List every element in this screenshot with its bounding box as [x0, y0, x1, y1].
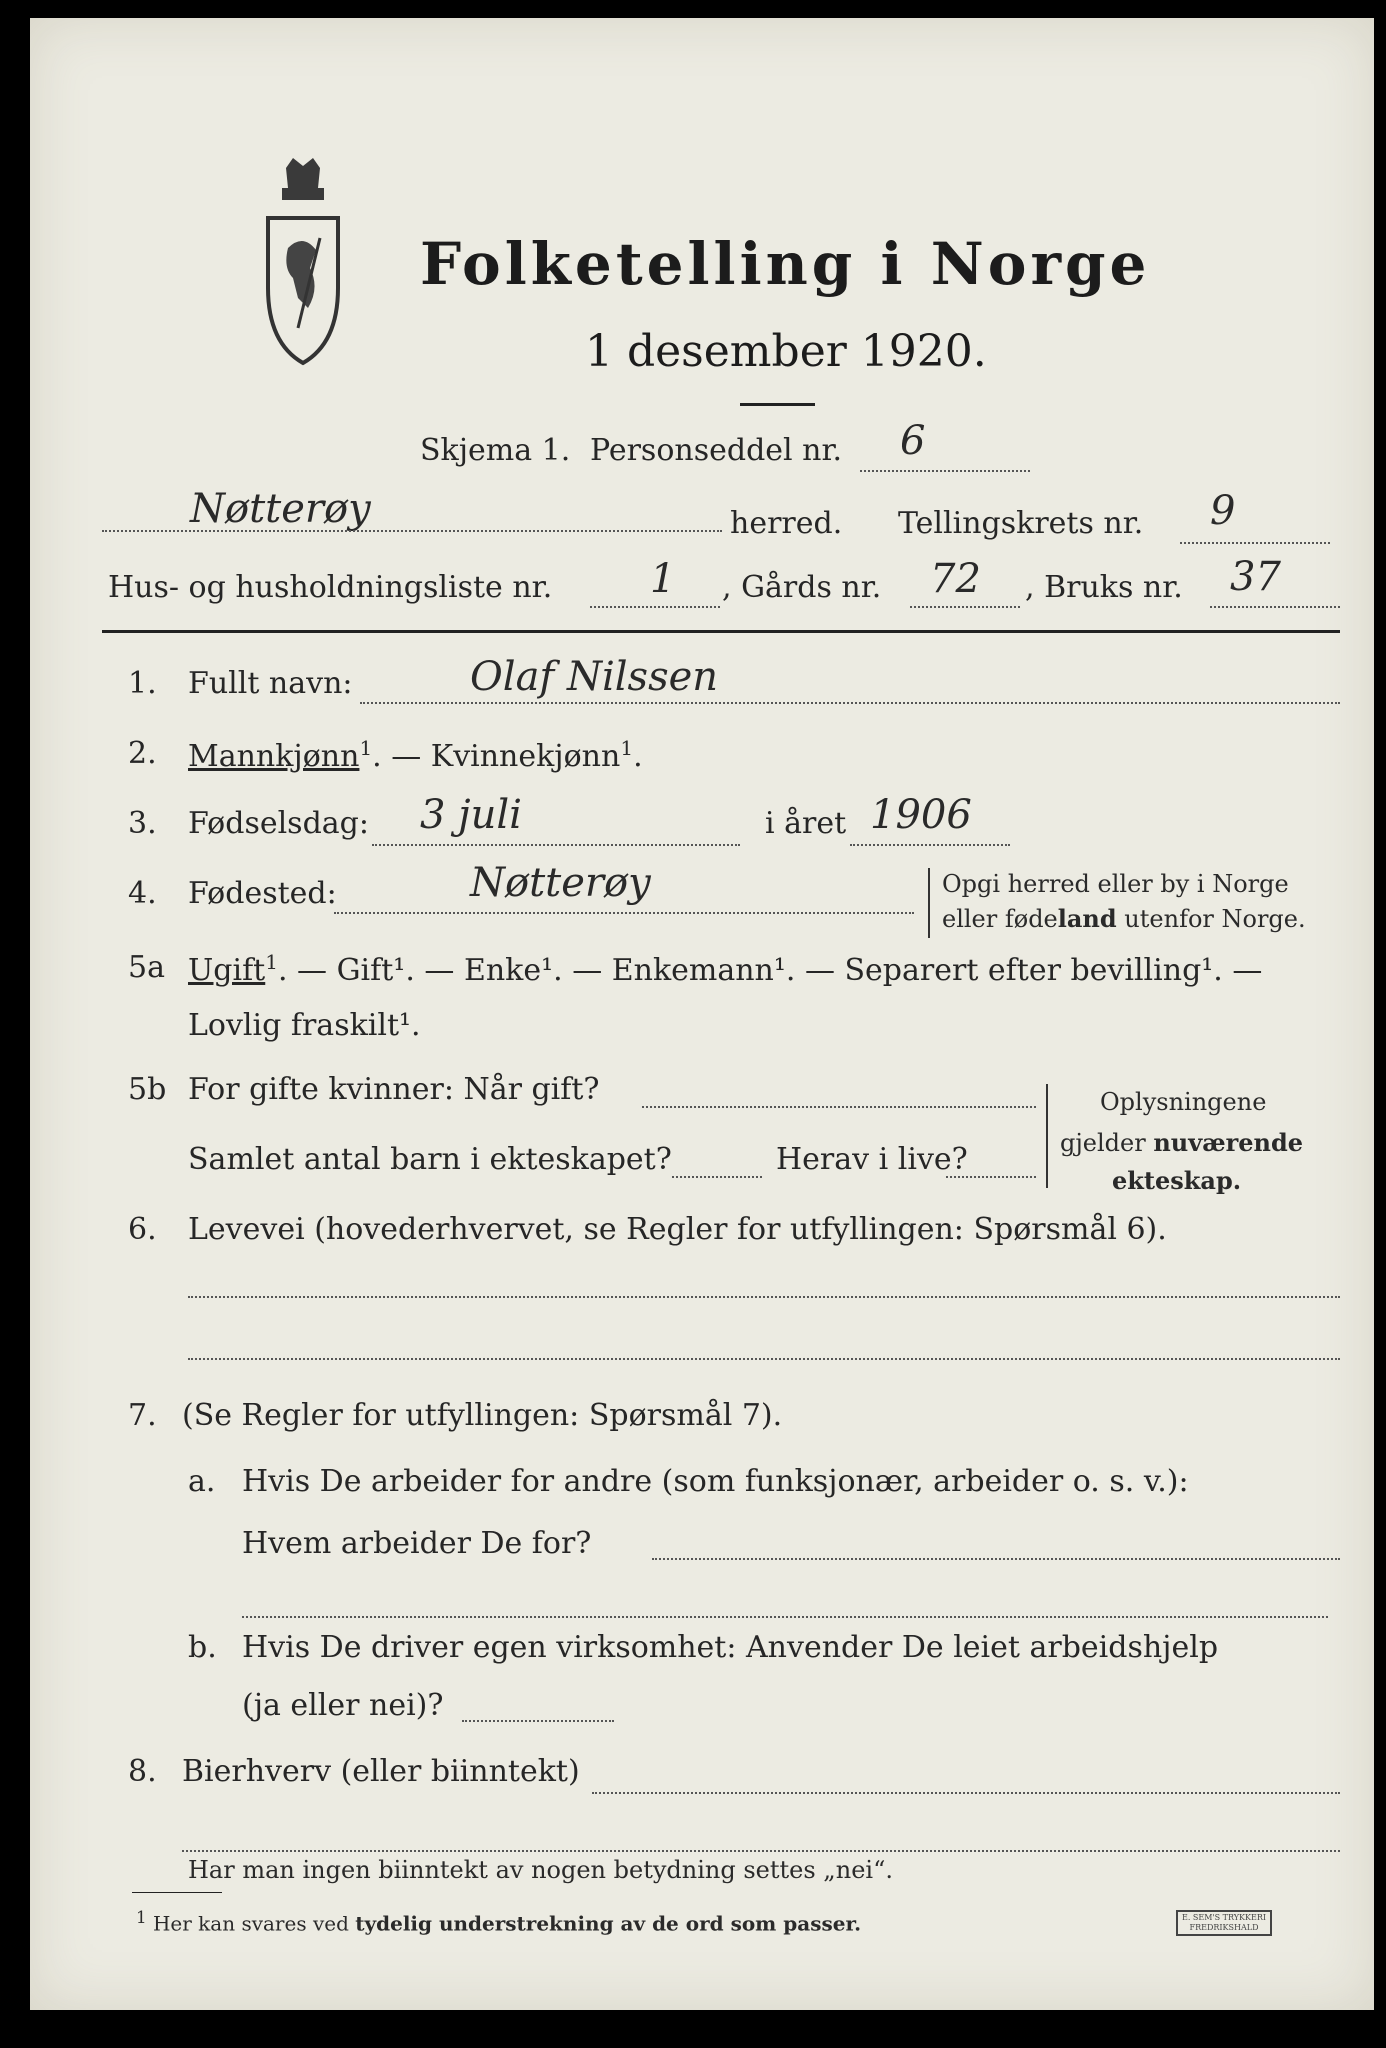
q7b-line1: Hvis De driver egen virksomhet: Anvender De leiet arbeidshjelp [242, 1630, 1219, 1665]
q2-end: . [633, 739, 643, 774]
q7b-answer-line [462, 1720, 614, 1722]
q3-year-value[interactable]: 1906 [870, 792, 972, 838]
q5b-alive-label: Herav i live? [776, 1142, 968, 1177]
form-title: Folketelling i Norge [420, 230, 1151, 298]
q2-female-option[interactable]: Kvinnekjønn [430, 739, 621, 774]
husliste-value[interactable]: 1 [650, 556, 676, 602]
gards-line [910, 606, 1020, 608]
q2-number: 2. [128, 736, 157, 771]
q6-line-2 [188, 1358, 1340, 1360]
skjema-label: Skjema 1. [420, 433, 571, 468]
q5b-children-label: Samlet antal barn i ekteskapet? [188, 1142, 672, 1177]
footnote [136, 1908, 861, 1936]
q2-male-option[interactable]: Mannkjønn [188, 739, 360, 774]
herred-line [102, 530, 722, 532]
q4-birthplace-value[interactable]: Nøtterøy [470, 860, 651, 906]
q4-label: Fødested: [188, 876, 337, 911]
bruks-label: , Bruks nr. [1025, 570, 1183, 605]
footnote-marker: 1 [136, 1908, 147, 1927]
q8-number: 8. [128, 1754, 157, 1789]
herred-value[interactable]: Nøtterøy [190, 486, 371, 532]
q3-year-label: i året [765, 806, 847, 841]
q1-number: 1. [128, 666, 157, 701]
q2-options [188, 736, 643, 774]
q7a-letter: a. [188, 1464, 216, 1499]
q5b-note2-pre: gjelder [1060, 1129, 1154, 1157]
q5b-note2-bold: nuværende [1153, 1128, 1304, 1157]
q1-label: Fullt navn: [188, 666, 353, 701]
census-form [30, 18, 1374, 2010]
q7-label: (Se Regler for utfyllingen: Spørsmål 7). [182, 1398, 783, 1433]
q5a-options [188, 950, 1262, 988]
q5b-note1: Oplysningene [1100, 1088, 1267, 1116]
header-rule [102, 630, 1340, 633]
q4-brace [928, 868, 933, 938]
q5b-alive-line [946, 1176, 1036, 1178]
q1-full-name[interactable]: Olaf Nilssen [470, 654, 719, 700]
footnote-pre: Her kan svares ved [152, 1911, 356, 1936]
personseddel-label: Personseddel nr. [590, 433, 843, 468]
q7a-answer-line-2 [242, 1616, 1328, 1618]
q8-label: Bierhverv (eller biinntekt) [182, 1754, 580, 1789]
gards-label: , Gårds nr. [722, 570, 882, 605]
q5b-note2 [1060, 1128, 1303, 1157]
q7a-line2: Hvem arbeider De for? [242, 1526, 592, 1561]
q5a-ugift-option[interactable]: Ugift [188, 953, 266, 988]
q4-number: 4. [128, 876, 157, 911]
q3-line [372, 844, 740, 846]
q5b-note3 [1112, 1166, 1241, 1195]
q3-label: Fødselsdag: [188, 806, 369, 841]
q2-separator: . — [372, 739, 431, 774]
q7a-answer-line [652, 1558, 1340, 1560]
q5b-children-line [672, 1176, 762, 1178]
q1-line [360, 702, 1340, 704]
q5b-number: 5b [128, 1072, 167, 1107]
q8-note: Har man ingen biinntekt av nogen betydning settes „nei“. [188, 1856, 893, 1884]
q5a-number: 5a [128, 950, 165, 985]
q6-number: 6. [128, 1212, 157, 1247]
q2-footnote-marker-2: 1 [620, 736, 634, 760]
bruks-value[interactable]: 37 [1230, 554, 1281, 600]
q7a-line1: Hvis De arbeider for andre (som funksjonær, arbeider o. s. v.): [242, 1464, 1189, 1499]
personseddel-value[interactable]: 6 [900, 418, 926, 464]
footnote-rule [132, 1892, 222, 1893]
tellingskrets-value[interactable]: 9 [1210, 488, 1236, 534]
personseddel-line [860, 470, 1030, 472]
q4-note-line2-post: utenfor Norge. [1116, 905, 1306, 933]
tellingskrets-label: Tellingskrets nr. [898, 506, 1144, 541]
gards-value[interactable]: 72 [930, 556, 981, 602]
tellingskrets-line [1180, 542, 1330, 544]
herred-label: herred. [730, 506, 843, 541]
q3-year-line [850, 844, 1010, 846]
q5a-other-options[interactable]: . — Gift¹. — Enke¹. — Enkemann¹. — Separert efter bevilling¹. — [277, 953, 1263, 988]
printer-line2: FREDRIKSHALD [1189, 1923, 1259, 1932]
footnote-bold: tydelig understrekning av de ord som passer. [355, 1911, 862, 1936]
q3-number: 3. [128, 806, 157, 841]
q4-line [334, 912, 914, 914]
husliste-line [590, 606, 720, 608]
q8-answer-line-2 [182, 1850, 1340, 1852]
q7-number: 7. [128, 1398, 157, 1433]
q5b-line1: For gifte kvinner: Når gift? [188, 1072, 600, 1107]
q6-line-1 [188, 1296, 1340, 1298]
husliste-label: Hus- og husholdningsliste nr. [108, 570, 553, 605]
title-divider [740, 403, 815, 406]
q8-answer-line [592, 1792, 1340, 1794]
norway-coat-of-arms-icon [258, 158, 348, 378]
printer-line1: E. SEM'S TRYKKERI [1182, 1913, 1267, 1922]
q2-footnote-marker: 1 [359, 736, 373, 760]
q7b-letter: b. [188, 1630, 217, 1665]
q5a-footnote-marker: 1 [265, 950, 278, 974]
printer-stamp [1176, 1910, 1272, 1936]
q4-note-line2-bold: land [1057, 904, 1117, 933]
bruks-line [1210, 606, 1340, 608]
q5b-note3-bold: ekteskap. [1112, 1166, 1242, 1195]
q3-birthday-value[interactable]: 3 juli [420, 792, 522, 838]
q6-label: Levevei (hovederhvervet, se Regler for utfyllingen: Spørsmål 6). [188, 1212, 1167, 1247]
q4-note-line2-pre: eller føde [942, 905, 1058, 933]
q5a-line2[interactable]: Lovlig fraskilt¹. [188, 1008, 421, 1043]
census-date: 1 desember 1920. [585, 326, 987, 377]
q4-note-line2 [942, 904, 1306, 933]
q5b-brace [1046, 1084, 1051, 1188]
q5b-married-line [642, 1106, 1036, 1108]
q4-note-line1: Opgi herred eller by i Norge [942, 870, 1289, 898]
q7b-line2: (ja eller nei)? [242, 1688, 444, 1723]
